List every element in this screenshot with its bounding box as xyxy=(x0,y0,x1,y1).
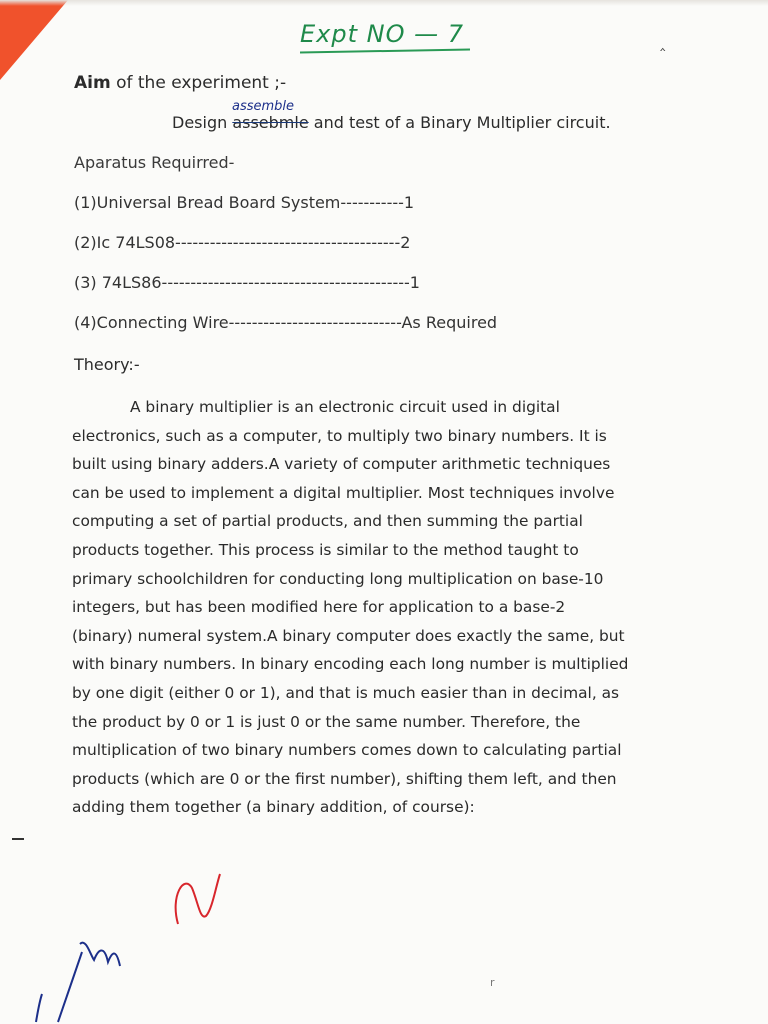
theory-line: electronics, such as a computer, to multiply two binary numbers. It is xyxy=(72,426,607,445)
aim-label-rest: of the experiment ;- xyxy=(110,73,287,93)
theory-heading: Theory:- xyxy=(74,355,140,374)
red-signature-icon xyxy=(166,866,226,930)
handwritten-correction: assemble xyxy=(232,99,295,114)
theory-line: the product by 0 or 1 is just 0 or the same number. Therefore, the xyxy=(72,712,581,731)
theory-line: primary schoolchildren for conducting long multiplication on base-10 xyxy=(72,569,604,588)
theory-line: can be used to implement a digital multiplier. Most techniques involve xyxy=(72,483,615,502)
blue-signature-icon xyxy=(28,936,138,1024)
theory-line: A binary multiplier is an electronic circuit used in digital xyxy=(130,398,560,416)
theory-line: by one digit (either 0 or 1), and that is much easier than in decimal, as xyxy=(72,683,620,702)
title-underline xyxy=(300,49,470,54)
aim-heading xyxy=(74,73,286,93)
corner-tab xyxy=(0,0,68,80)
apparatus-heading: Aparatus Requirred- xyxy=(74,153,235,172)
aim-prefix: Design xyxy=(172,113,233,132)
apparatus-item: (1)Universal Bread Board System-----------1 xyxy=(74,193,415,212)
stray-mark: r xyxy=(490,976,495,989)
aim-suffix: and test of a Binary Multiplier circuit. xyxy=(308,113,611,132)
theory-paragraph xyxy=(72,393,712,822)
apparatus-item: (4)Connecting Wire------------------------------As Required xyxy=(74,313,498,332)
theory-line: built using binary adders.A variety of computer arithmetic techniques xyxy=(72,455,611,474)
theory-line: integers, but has been modified here for application to a base-2 xyxy=(72,598,566,617)
apparatus-item: (2)Ic 74LS08---------------------------------------2 xyxy=(74,233,411,252)
check-icon: ‸ xyxy=(660,32,666,51)
theory-line: with binary numbers. In binary encoding each long number is multiplied xyxy=(72,655,629,674)
theory-line: computing a set of partial products, and then summing the partial xyxy=(72,512,583,531)
aim-label-bold: Aim xyxy=(74,73,111,93)
theory-line: adding them together (a binary addition, of course): xyxy=(72,798,475,817)
theory-line: multiplication of two binary numbers comes down to calculating partial xyxy=(72,741,622,760)
apparatus-item: (3) 74LS86-------------------------------------------1 xyxy=(74,273,420,292)
margin-mark xyxy=(12,838,24,840)
struck-word: assebmle xyxy=(232,113,309,132)
page-edge xyxy=(0,0,768,6)
theory-line: (binary) numeral system.A binary computer does exactly the same, but xyxy=(72,626,625,645)
aim-statement xyxy=(172,113,611,132)
theory-line: products (which are 0 or the first number), shifting them left, and then xyxy=(72,769,617,788)
theory-line: products together. This process is similar to the method taught to xyxy=(72,540,579,559)
experiment-title: Expt NO — 7 xyxy=(300,20,465,48)
